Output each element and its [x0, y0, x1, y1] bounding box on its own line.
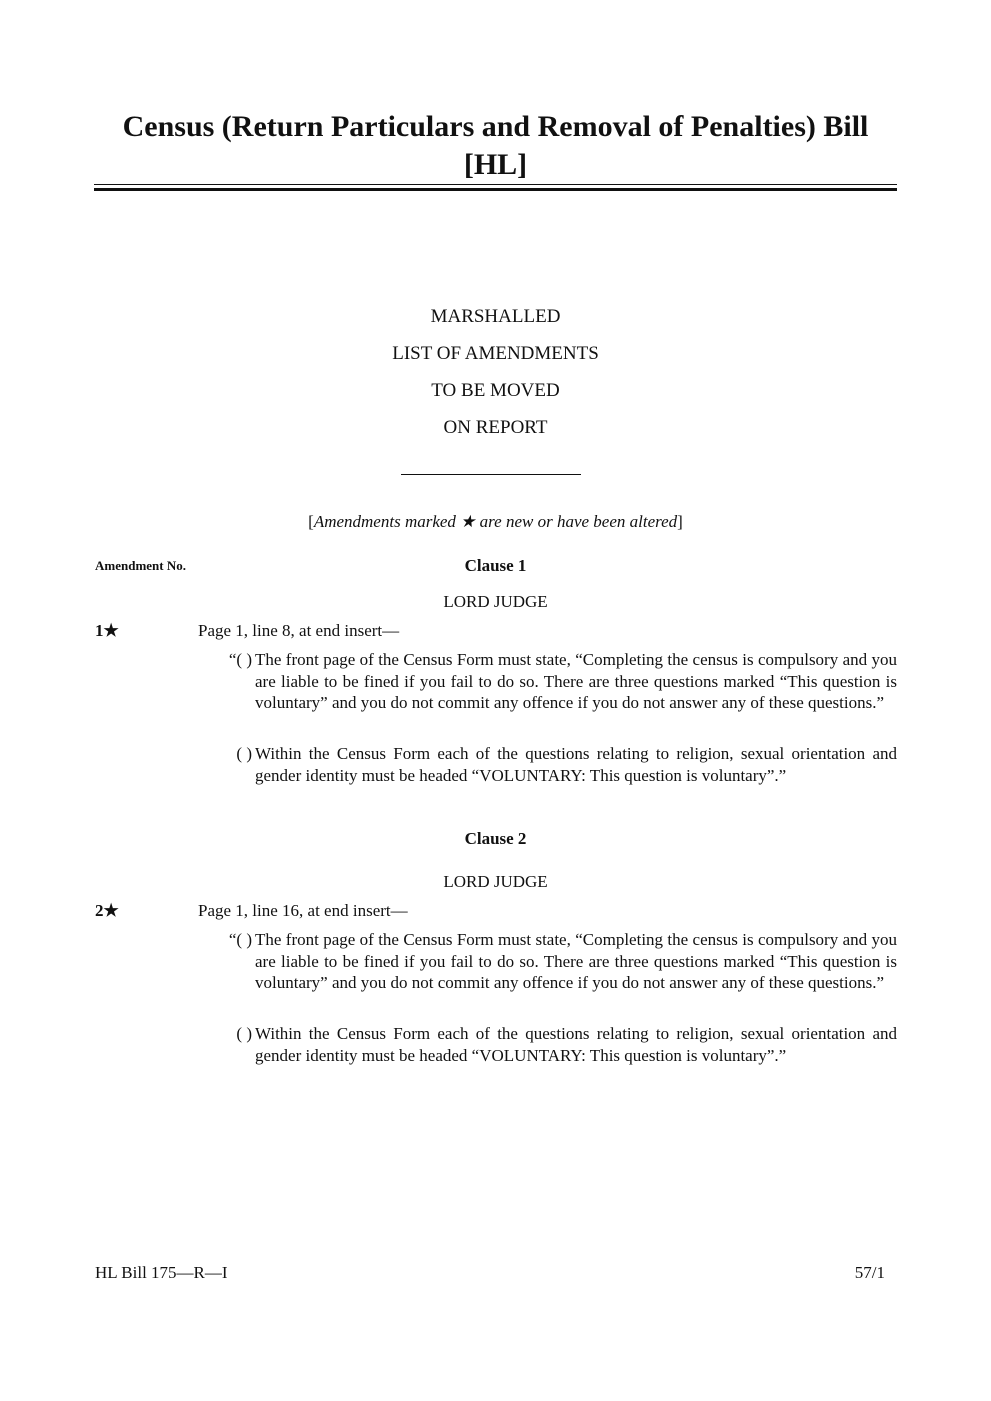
bill-title: Census (Return Particulars and Removal of Penalties) Bill [HL]	[122, 110, 869, 181]
title-rule-thick	[94, 188, 897, 191]
amendment-paragraph	[236, 743, 897, 786]
title-rule-thin	[94, 184, 897, 185]
note-bracket-open: [	[308, 512, 314, 531]
clause-heading: Clause 1	[464, 556, 527, 575]
amendment-note	[0, 512, 991, 532]
note-text: Amendments marked ★ are new or have been altered	[313, 512, 678, 531]
amendment-paragraph	[228, 649, 897, 714]
amendment-paragraph	[236, 1023, 897, 1066]
amendment-number: 1★	[95, 621, 119, 640]
paragraph-mark: “( )	[228, 930, 252, 949]
paragraph-text: The front page of the Census Form must state, “Completing the census is compulsory and you are liable to be fined if you fail to do so. There are three questions marked “This question is voluntary” and you do not commit any offence if you do not answer any of these questions.”	[255, 930, 897, 992]
section-divider	[401, 474, 581, 475]
bill-reference: HL Bill 175—R—I	[95, 1263, 228, 1282]
paragraph-mark: “( )	[228, 650, 252, 669]
list-heading-line: ON REPORT	[443, 417, 548, 438]
page-reference: 57/1	[854, 1263, 885, 1282]
list-heading-line: TO BE MOVED	[431, 380, 560, 401]
list-heading	[0, 303, 991, 451]
mover-name: LORD JUDGE	[443, 872, 548, 891]
paragraph-text: Within the Census Form each of the questions relating to religion, sexual orientation and gender identity must be headed “VOLUNTARY: This question is voluntary”.”	[255, 1024, 897, 1065]
paragraph-text: The front page of the Census Form must state, “Completing the census is compulsory and you are liable to be fined if you fail to do so. There are three questions marked “This question is voluntary” and you do not commit any offence if you do not answer any of these questions.”	[255, 650, 897, 712]
mover-name: LORD JUDGE	[443, 592, 548, 611]
paragraph-mark: ( )	[236, 744, 252, 763]
list-heading-line: LIST OF AMENDMENTS	[392, 343, 599, 364]
amendment-paragraph	[228, 929, 897, 994]
paragraph-text: Within the Census Form each of the questions relating to religion, sexual orientation and gender identity must be headed “VOLUNTARY: This question is voluntary”.”	[255, 744, 897, 785]
paragraph-mark: ( )	[236, 1024, 252, 1043]
clause-heading: Clause 2	[464, 829, 527, 848]
amendment-no-label: Amendment No.	[95, 558, 186, 573]
note-bracket-close: ]	[677, 512, 683, 531]
amendment-instruction: Page 1, line 16, at end insert—	[198, 901, 408, 920]
amendment-number: 2★	[95, 901, 119, 920]
list-heading-line: MARSHALLED	[430, 306, 561, 327]
amendment-instruction: Page 1, line 8, at end insert—	[198, 621, 400, 640]
